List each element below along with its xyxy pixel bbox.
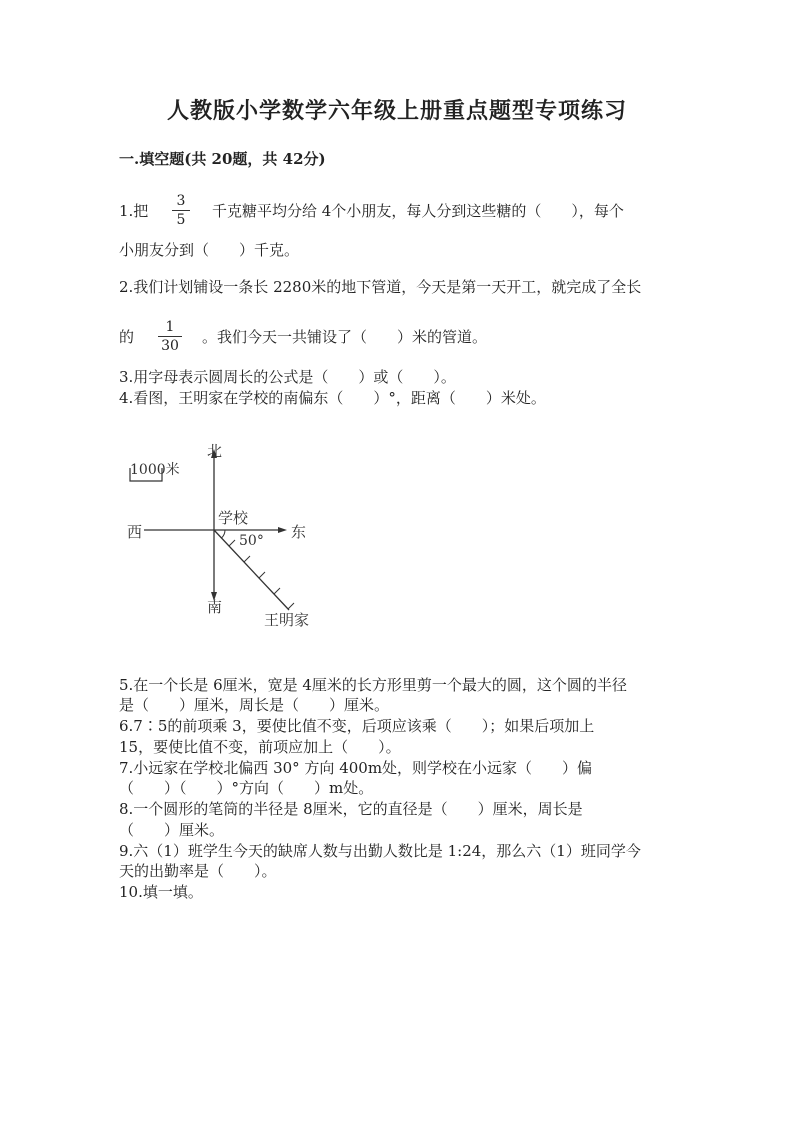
angle-label: 50°	[239, 533, 264, 549]
section-heading: 一.填空题(共 20题，共 42分)	[119, 150, 326, 168]
scale-label: 1000米	[130, 462, 180, 478]
question-9-line-2: 天的出勤率是（ ）。	[119, 862, 277, 880]
angle-arc	[222, 530, 226, 538]
question-7-line-2: （ ）（ ）°方向（ ）m处。	[119, 779, 374, 797]
page-title: 人教版小学数学六年级上册重点题型专项练习	[166, 98, 627, 124]
question-2-text-a: 2.我们计划铺设一条长 2280米的地下管道，今天是第一天开工，就完成了全长	[119, 278, 642, 296]
north-label: 北	[207, 442, 223, 460]
question-7-line-1: 7.小远家在学校北偏西 30° 方向 400m处，则学校在小远家（ ）偏	[119, 759, 593, 777]
question-1-text-a: 千克糖平均分给 4个小朋友，每人分到这些糖的（ ），每个	[212, 202, 624, 220]
question-8-line-2: （ ）厘米。	[119, 821, 225, 839]
question-3: 3.用字母表示圆周长的公式是（ ）或（ ）。	[119, 368, 456, 386]
ray-tick	[274, 588, 280, 594]
question-5-line-1: 5.在一个长是 6厘米，宽是 4厘米的长方形里剪一个最大的圆，这个圆的半径	[119, 676, 627, 694]
fraction-denominator: 30	[161, 338, 179, 354]
ray-tick	[229, 540, 235, 546]
question-10: 10.填一填。	[119, 883, 203, 901]
south-label: 南	[207, 598, 223, 616]
ray-tick	[288, 603, 294, 609]
east-label: 东	[291, 523, 307, 541]
west-label: 西	[127, 523, 143, 541]
question-9-line-1: 9.六（1）班学生今天的缺席人数与出勤人数比是 1:24，那么六（1）班同学今	[119, 842, 641, 860]
question-1-prefix: 1.把	[119, 202, 149, 220]
question-1-fraction	[172, 193, 190, 228]
fraction-bar	[172, 210, 190, 211]
ray-tick	[259, 572, 265, 578]
direction-diagram-svg	[119, 432, 339, 632]
question-5-line-2: 是（ ）厘米，周长是（ ）厘米。	[119, 696, 390, 714]
question-4: 4.看图，王明家在学校的南偏东（ ）°，距离（ ）米处。	[119, 389, 546, 407]
direction-diagram	[119, 432, 339, 636]
east-arrowhead	[278, 527, 287, 533]
question-2-text-b: 。我们今天一共铺设了（ ）米的管道。	[202, 328, 488, 346]
question-2-prefix: 的	[119, 328, 135, 346]
question-8-line-1: 8.一个圆形的笔筒的半径是 8厘米，它的直径是（ ）厘米，周长是	[119, 800, 583, 818]
question-1-text-b: 小朋友分到（ ）千克。	[119, 241, 300, 259]
question-6-line-2: 15，要使比值不变，前项应加上（ ）。	[119, 738, 401, 756]
ray-tick	[244, 556, 250, 562]
home-label: 王明家	[264, 611, 310, 629]
question-2-fraction	[158, 319, 182, 354]
fraction-numerator: 3	[176, 193, 186, 209]
fraction-numerator: 1	[165, 319, 175, 335]
school-label: 学校	[218, 509, 249, 527]
question-6-line-1: 6.7∶5的前项乘 3，要使比值不变，后项应该乘（ ）；如果后项加上	[119, 717, 595, 735]
fraction-bar	[158, 336, 182, 337]
fraction-denominator: 5	[176, 212, 186, 228]
